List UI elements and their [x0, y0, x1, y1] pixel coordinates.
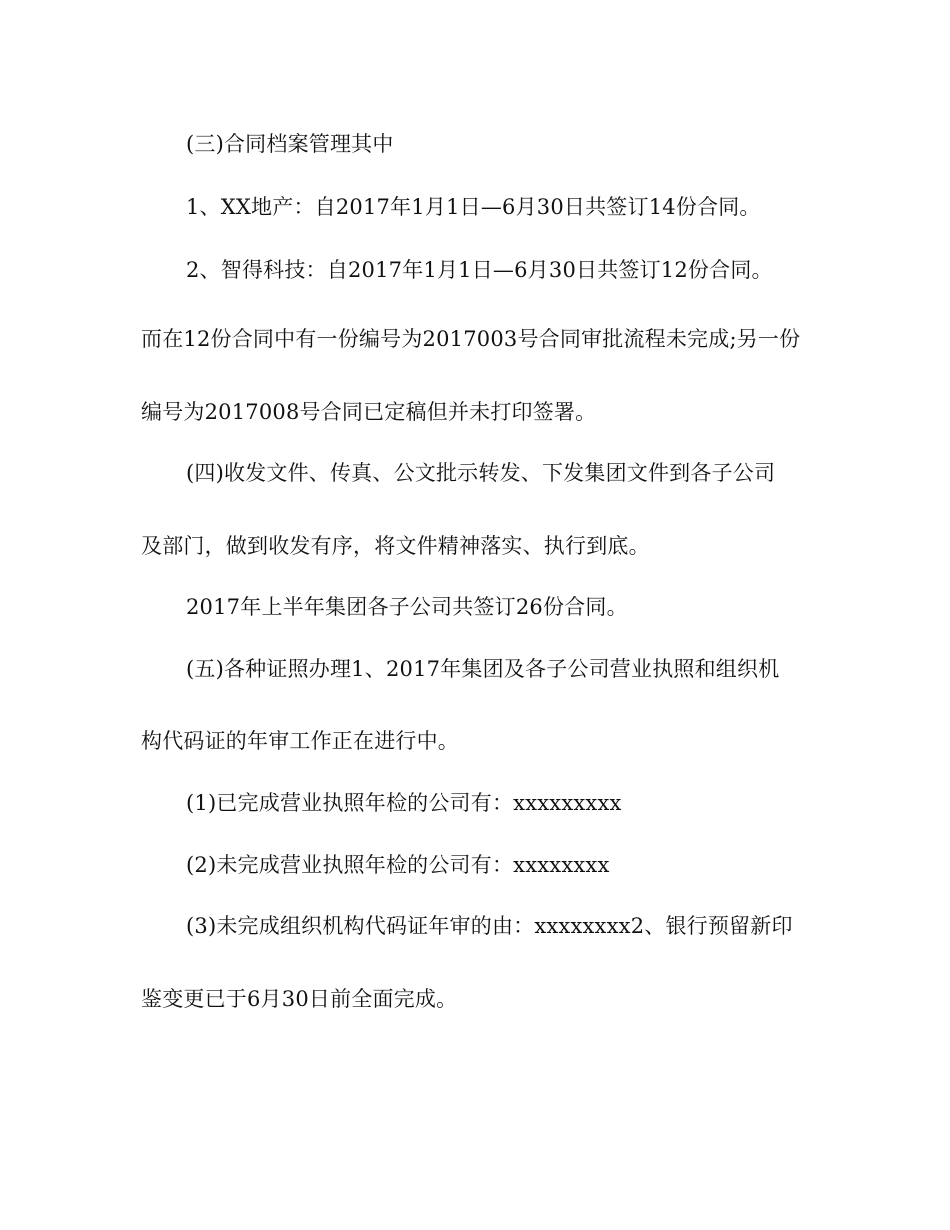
paragraph-line: 及部门，做到收发有序，将文件精神落实、执行到底。	[141, 534, 650, 558]
paragraph-line: 而在12份合同中有一份编号为2017003号合同审批流程未完成;另一份	[141, 327, 801, 351]
list-item: (1)已完成营业执照年检的公司有：xxxxxxxxx	[186, 791, 622, 815]
section-heading-licenses: (五)各种证照办理1、2017年集团及各子公司营业执照和组织机	[186, 657, 780, 681]
paragraph-line: 鉴变更已于6月30日前全面完成。	[141, 987, 458, 1011]
paragraph-line: 编号为2017008号合同已定稿但并未打印签署。	[141, 400, 597, 424]
paragraph-line: 2、智得科技：自2017年1月1日—6月30日共签订12份合同。	[186, 258, 773, 282]
list-item: (3)未完成组织机构代码证年审的由：xxxxxxxx2、银行预留新印	[186, 914, 793, 938]
section-heading-documents: (四)收发文件、传真、公文批示转发、下发集团文件到各子公司	[186, 461, 776, 485]
section-heading-contracts: (三)合同档案管理其中	[186, 132, 394, 156]
list-item: (2)未完成营业执照年检的公司有：xxxxxxxx	[186, 853, 610, 877]
paragraph-line: 2017年上半年集团各子公司共签订26份合同。	[186, 595, 628, 619]
paragraph-line: 构代码证的年审工作正在进行中。	[141, 729, 459, 753]
paragraph-line: 1、XX地产：自2017年1月1日—6月30日共签订14份合同。	[186, 195, 761, 219]
